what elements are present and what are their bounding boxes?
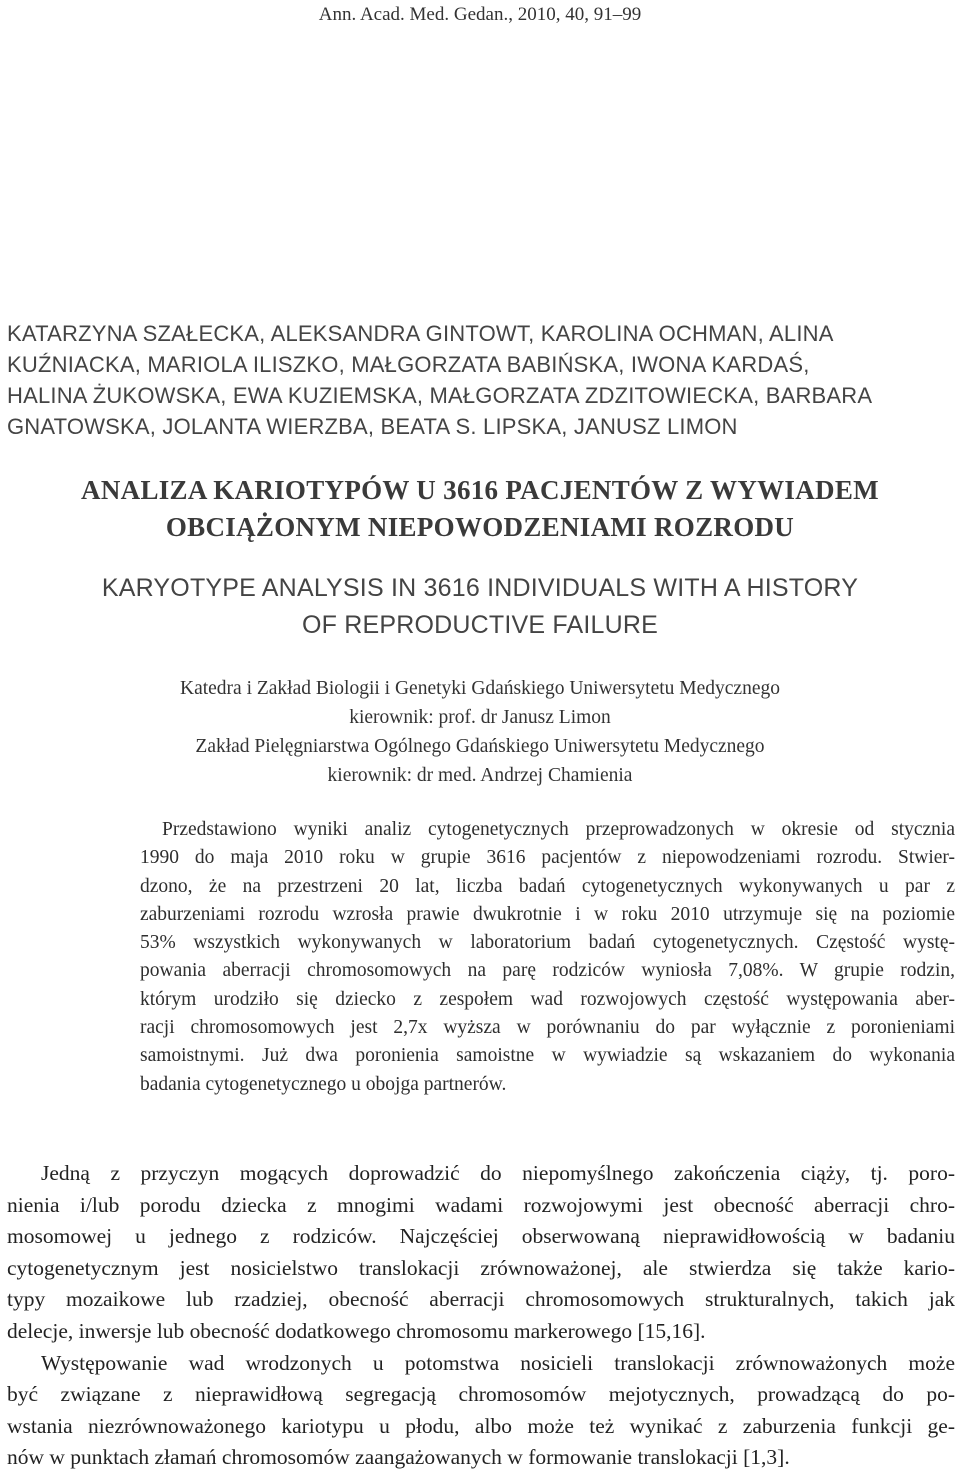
title-polish: [0, 472, 960, 546]
author-list: [7, 318, 952, 442]
affiliation-line: kierownik: dr med. Andrzej Chamienia: [327, 765, 633, 786]
body-line: mosomowej u jednego z rodziców. Najczęściej obserwowaną nieprawidłowością w badaniu: [7, 1224, 955, 1249]
body-line: delecje, inwersje lub obecność dodatkowego chromosomu markerowego [15,16].: [7, 1318, 706, 1343]
body-line: być związane z nieprawidłową segregacją chromosomów mejotycznych, prowadzącą do po-: [7, 1382, 955, 1407]
body-line: Występowanie wad wrodzonych u potomstwa nosicieli translokacji zrównoważonych może: [41, 1350, 955, 1375]
abstract-line: dzono, że na przestrzeni 20 lat, liczba badań cytogenetycznych wykonywanych u par z: [140, 875, 955, 897]
abstract-line: powania aberracji chromosomowych na parę rodziców wyniosła 7,08%. W grupie rodzin,: [140, 960, 955, 982]
author-line: KATARZYNA SZAŁECKA, ALEKSANDRA GINTOWT, KAROLINA OCHMAN, ALINA: [7, 321, 834, 346]
affiliation-line: kierownik: prof. dr Janusz Limon: [349, 707, 611, 728]
abstract: [140, 816, 955, 1099]
title-english: [0, 570, 960, 644]
author-line: GNATOWSKA, JOLANTA WIERZBA, BEATA S. LIPSKA, JANUSZ LIMON: [7, 414, 738, 439]
body-line: cytogenetycznym jest nosicielstwo translokacji zrównoważonej, ale stwierdza się także kario-: [7, 1255, 955, 1280]
body-line: typy mozaikowe lub rzadziej, obecność aberracji chromosomowych strukturalnych, takich jak: [7, 1287, 955, 1312]
body-line: wstania niezrównoważonego kariotypu u płodu, albo może też wynikać z zaburzenia funkcji ge-: [7, 1413, 955, 1438]
body-line: Jedną z przyczyn mogących doprowadzić do niepomyślnego zakończenia ciąży, tj. poro-: [41, 1161, 955, 1185]
abstract-line: 1990 do maja 2010 roku w grupie 3616 pacjentów z niepowodzeniami rozrodu. Stwier-: [140, 847, 955, 869]
abstract-line: którym urodziło się dziecko z zespołem wad rozwojowych częstość występowania aber-: [140, 988, 955, 1010]
title-polish-line: ANALIZA KARIOTYPÓW U 3616 PACJENTÓW Z WYWIADEM: [81, 475, 879, 505]
abstract-line: zaburzeniami rozrodu wzrosła prawie dwukrotnie i w roku 2010 utrzymuje się na poziomie: [140, 903, 955, 925]
author-line: HALINA ŻUKOWSKA, EWA KUZIEMSKA, MAŁGORZATA ZDZITOWIECKA, BARBARA: [7, 383, 873, 408]
abstract-line: racji chromosomowych jest 2,7x wyższa w porównaniu do par wyłącznie z poronieniami: [140, 1017, 955, 1039]
journal-reference: Ann. Acad. Med. Gedan., 2010, 40, 91–99: [318, 4, 642, 25]
title-english-line: KARYOTYPE ANALYSIS IN 3616 INDIVIDUALS WITH A HISTORY: [101, 574, 859, 602]
title-english-line: OF REPRODUCTIVE FAILURE: [301, 611, 659, 639]
abstract-line: samoistnymi. Już dwa poronienia samoistne w wywiadzie są wskazaniem do wykonania: [140, 1045, 955, 1067]
affiliations: [0, 674, 960, 790]
body-text: [7, 1158, 955, 1474]
title-polish-line: OBCIĄŻONYM NIEPOWODZENIAMI ROZRODU: [165, 512, 795, 542]
affiliation-line: Zakład Pielęgniarstwa Ogólnego Gdańskiego Uniwersytetu Medycznego: [195, 736, 765, 757]
abstract-line: badania cytogenetycznego u obojga partnerów.: [140, 1073, 507, 1095]
abstract-line: 53% wszystkich wykonywanych w laboratorium badań cytogenetycznych. Częstość wystę-: [140, 932, 955, 954]
abstract-line: Przedstawiono wyniki analiz cytogenetycznych przeprowadzonych w okresie od stycznia: [162, 819, 955, 840]
affiliation-line: Katedra i Zakład Biologii i Genetyki Gdańskiego Uniwersytetu Medycznego: [179, 678, 780, 699]
author-line: KUŹNIACKA, MARIOLA ILISZKO, MAŁGORZATA BABIŃSKA, IWONA KARDAŚ,: [7, 352, 810, 377]
body-line: nienia i/lub porodu dziecka z mnogimi wadami rozwojowymi jest obecność aberracji chro-: [7, 1192, 955, 1217]
body-line: nów w punktach złamań chromosomów zaangażowanych w formowanie translokacji [1,3].: [7, 1445, 790, 1470]
